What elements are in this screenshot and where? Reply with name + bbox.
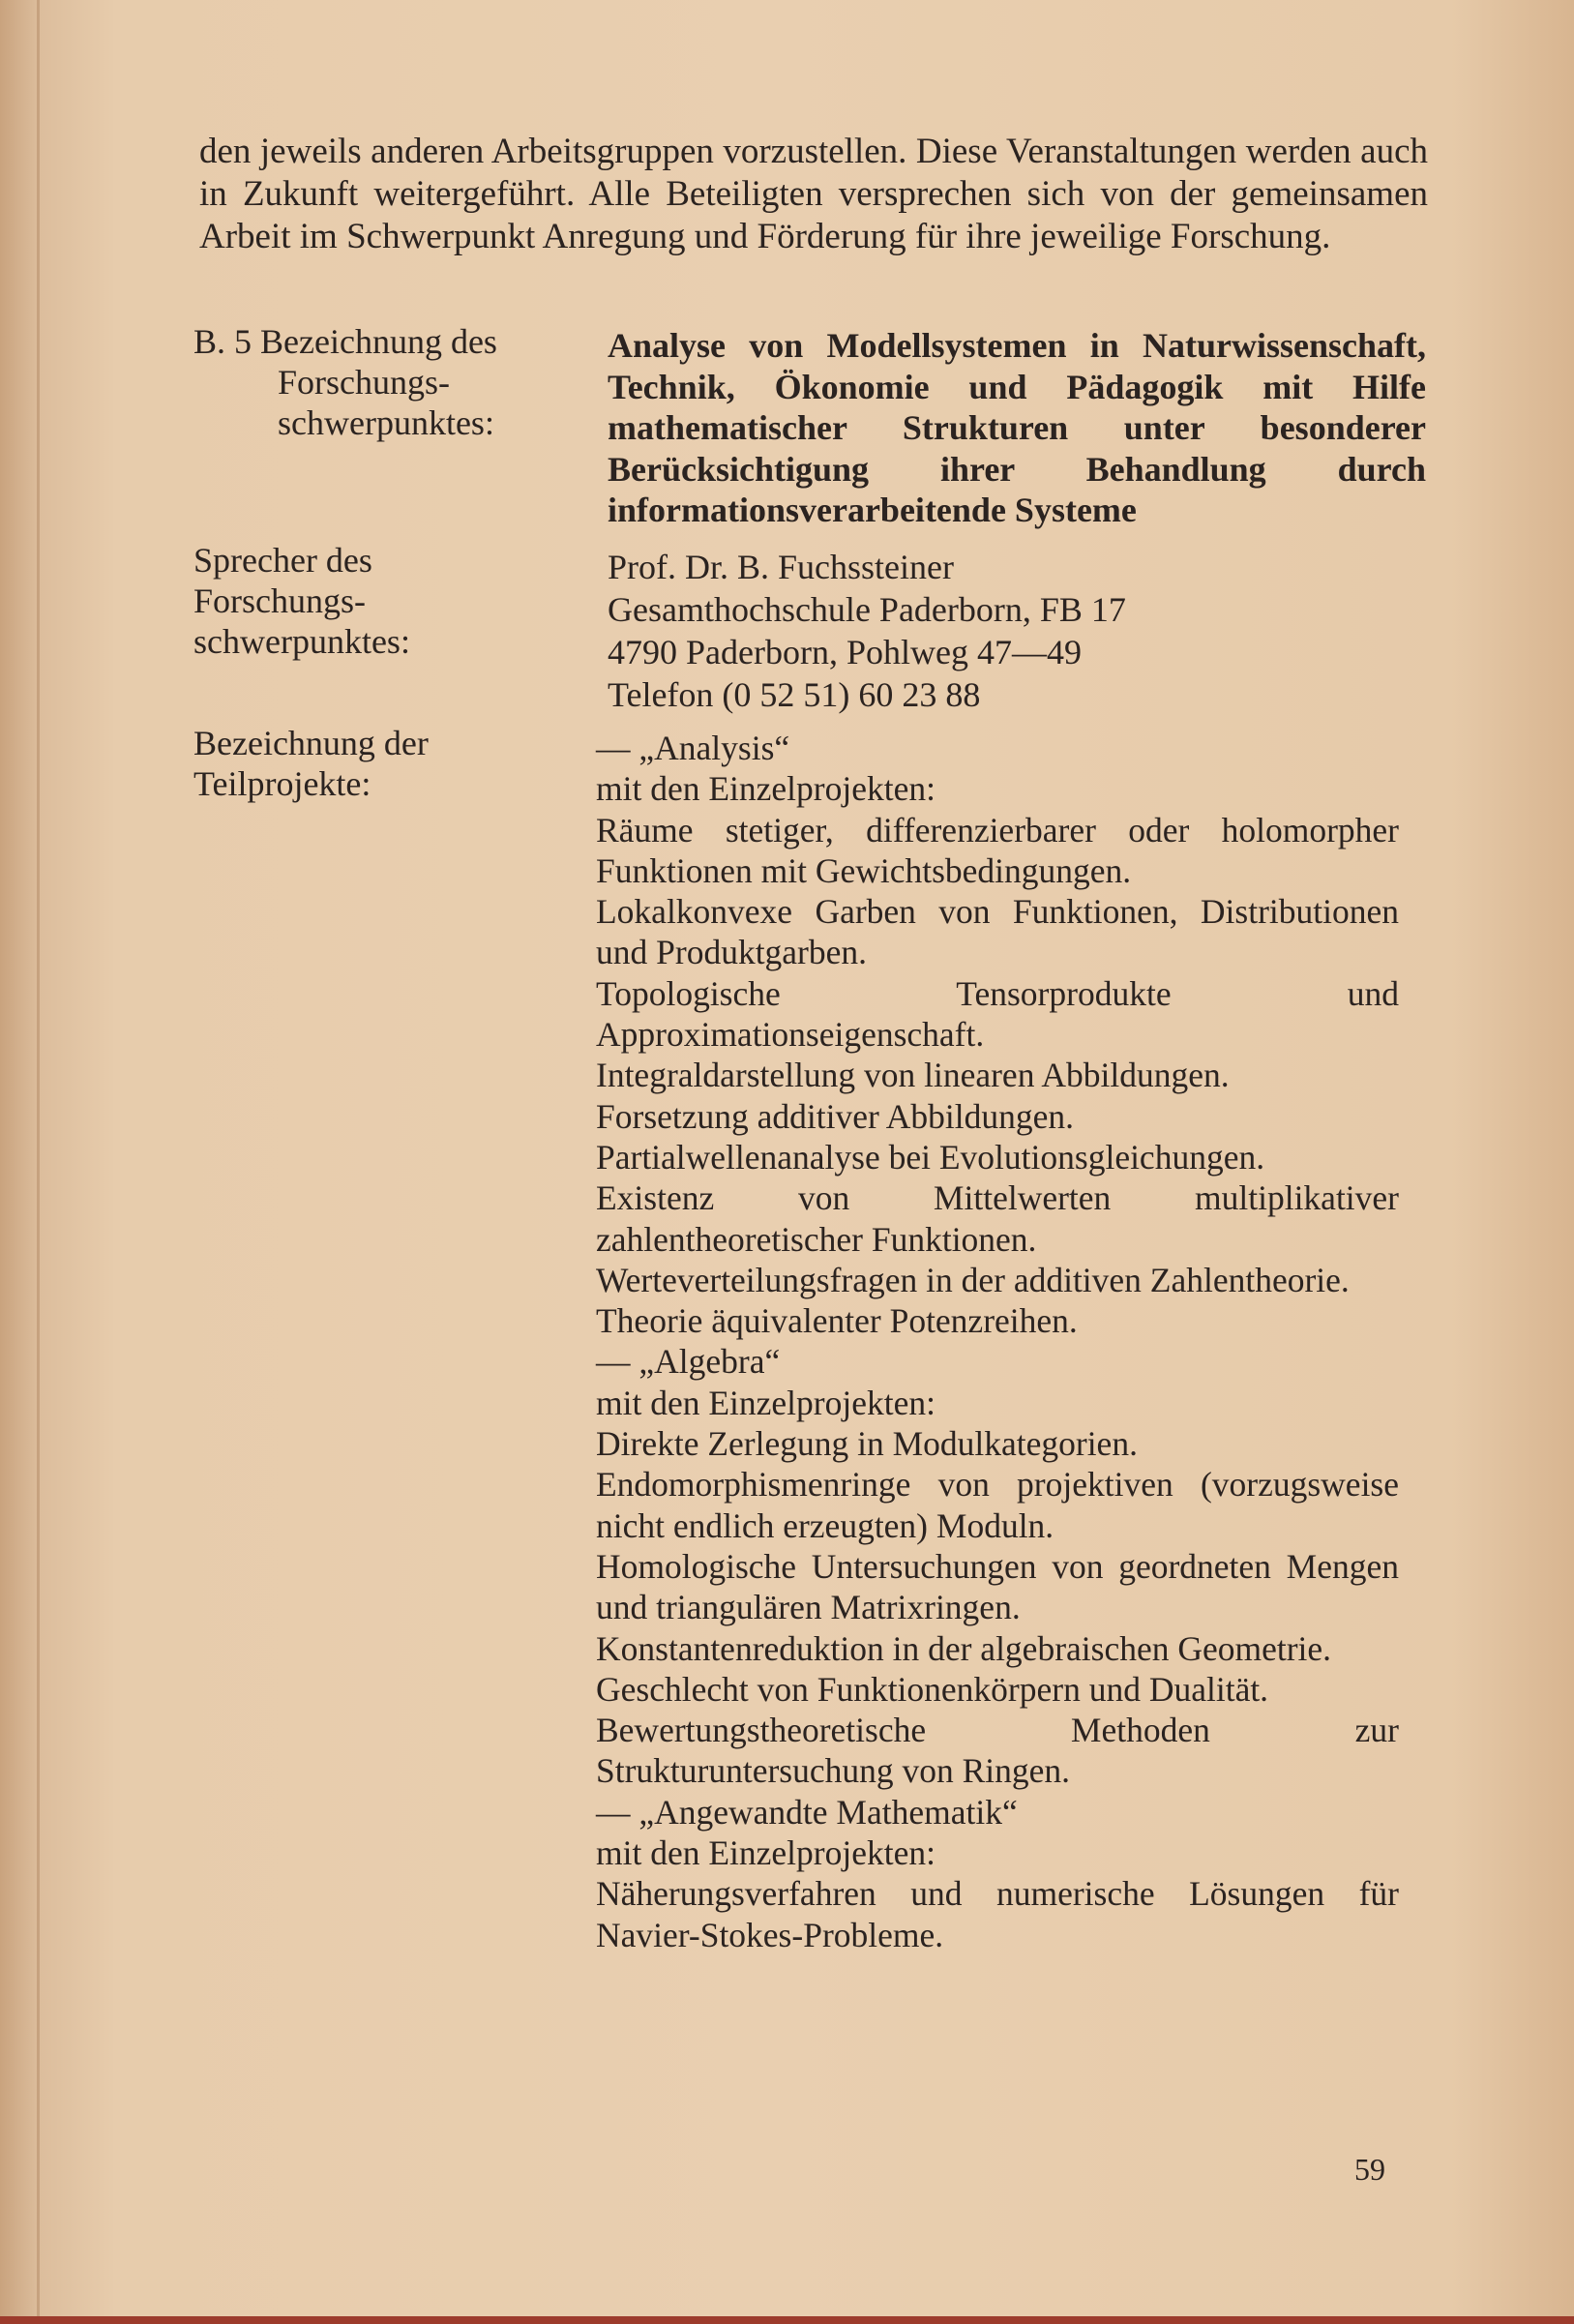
sprecher-address: 4790 Paderborn, Pohlweg 47—49 bbox=[608, 633, 1082, 671]
sprecher-label-line-3: schwerpunktes: bbox=[193, 622, 410, 661]
b5-label-line-3: schwerpunktes: bbox=[278, 403, 494, 442]
project-item: Lokalkonvexe Garben von Funktionen, Distributionen und Produktgarben. bbox=[596, 892, 1399, 972]
project-subheading: mit den Einzelprojekten: bbox=[596, 1833, 935, 1873]
project-item: Integraldarstellung von linearen Abbildungen. bbox=[596, 1056, 1230, 1095]
sprecher-label bbox=[193, 540, 580, 662]
sprecher-institution: Gesamthochschule Paderborn, FB 17 bbox=[608, 590, 1126, 629]
b5-title-block bbox=[608, 325, 1426, 531]
project-item: Räume stetiger, differenzierbarer oder holomorpher Funktionen mit Gewichtsbedingungen. bbox=[596, 810, 1399, 890]
project-item: Bewertungstheoretische Methoden zur Strukturuntersuchung von Ringen. bbox=[596, 1711, 1399, 1791]
project-item: Forsetzung additiver Abbildungen. bbox=[596, 1096, 1074, 1136]
b5-title: Analyse von Modellsystemen in Naturwissenschaft, Technik, Ökonomie und Pädagogik mit Hilfe mathematischer Strukturen unter besonderer Berücksichtigung ihrer Behandlung durch informationsverarbeitende Systeme bbox=[608, 326, 1426, 529]
intro-paragraph: den jeweils anderen Arbeitsgruppen vorzustellen. Diese Veranstaltungen werden auch in Zukunft weitergeführt. Alle Beteiligten versprechen sich von der gemeinsamen Arbeit im Schwerpunkt Anregung und Förderung für ihre jeweilige Forschung. bbox=[199, 132, 1428, 256]
project-item: Homologische Untersuchungen von geordneten Mengen und triangulären Matrixringen. bbox=[596, 1546, 1399, 1627]
teilprojekte-label bbox=[193, 723, 580, 804]
project-item: Topologische Tensorprodukte und Approximationseigenschaft. bbox=[596, 973, 1399, 1055]
sprecher-label-line-2: Forschungs- bbox=[193, 581, 366, 620]
project-item: Werteverteilungsfragen in der additiven Zahlentheorie. bbox=[596, 1260, 1350, 1299]
project-item: Konstantenreduktion in der algebraischen Geometrie. bbox=[596, 1628, 1332, 1668]
page-bottom-edge bbox=[0, 2316, 1574, 2324]
page-spine-shadow bbox=[37, 0, 40, 2324]
b5-label-line-1: B. 5 Bezeichnung des bbox=[193, 322, 497, 361]
project-subheading: mit den Einzelprojekten: bbox=[596, 1383, 935, 1422]
project-heading-applied-math: — „Angewandte Mathematik“ bbox=[596, 1792, 1018, 1832]
sprecher-name: Prof. Dr. B. Fuchssteiner bbox=[608, 548, 954, 586]
project-subheading: mit den Einzelprojekten: bbox=[596, 769, 935, 809]
intro-paragraph-block bbox=[199, 131, 1428, 258]
teilprojekte-list bbox=[596, 728, 1399, 1955]
project-item: Endomorphismenringe von projektiven (vorzugsweise nicht endlich erzeugten) Moduln. bbox=[596, 1465, 1399, 1545]
page-number: 59 bbox=[1354, 2152, 1385, 2187]
sprecher-label-line-1: Sprecher des bbox=[193, 541, 372, 580]
project-heading-algebra: — „Algebra“ bbox=[596, 1342, 781, 1382]
project-item: Partialwellenanalyse bei Evolutionsgleichungen. bbox=[596, 1137, 1265, 1177]
project-item: Näherungsverfahren und numerische Lösungen für Navier-Stokes-Probleme. bbox=[596, 1874, 1399, 1954]
teilprojekte-label-line-2: Teilprojekte: bbox=[193, 764, 371, 803]
sprecher-phone: Telefon (0 52 51) 60 23 88 bbox=[608, 675, 981, 714]
teilprojekte-label-line-1: Bezeichnung der bbox=[193, 724, 429, 762]
project-heading-analysis: — „Analysis“ bbox=[596, 729, 790, 767]
project-item: Direkte Zerlegung in Modulkategorien. bbox=[596, 1424, 1138, 1464]
b5-label bbox=[193, 321, 580, 443]
project-item: Theorie äquivalenter Potenzreihen. bbox=[596, 1301, 1078, 1341]
project-item: Geschlecht von Funktionenkörpern und Dualität. bbox=[596, 1669, 1269, 1709]
sprecher-contact bbox=[608, 546, 1426, 716]
project-item: Existenz von Mittelwerten multiplikativer zahlentheoretischer Funktionen. bbox=[596, 1178, 1399, 1259]
b5-label-line-2: Forschungs- bbox=[278, 363, 450, 402]
